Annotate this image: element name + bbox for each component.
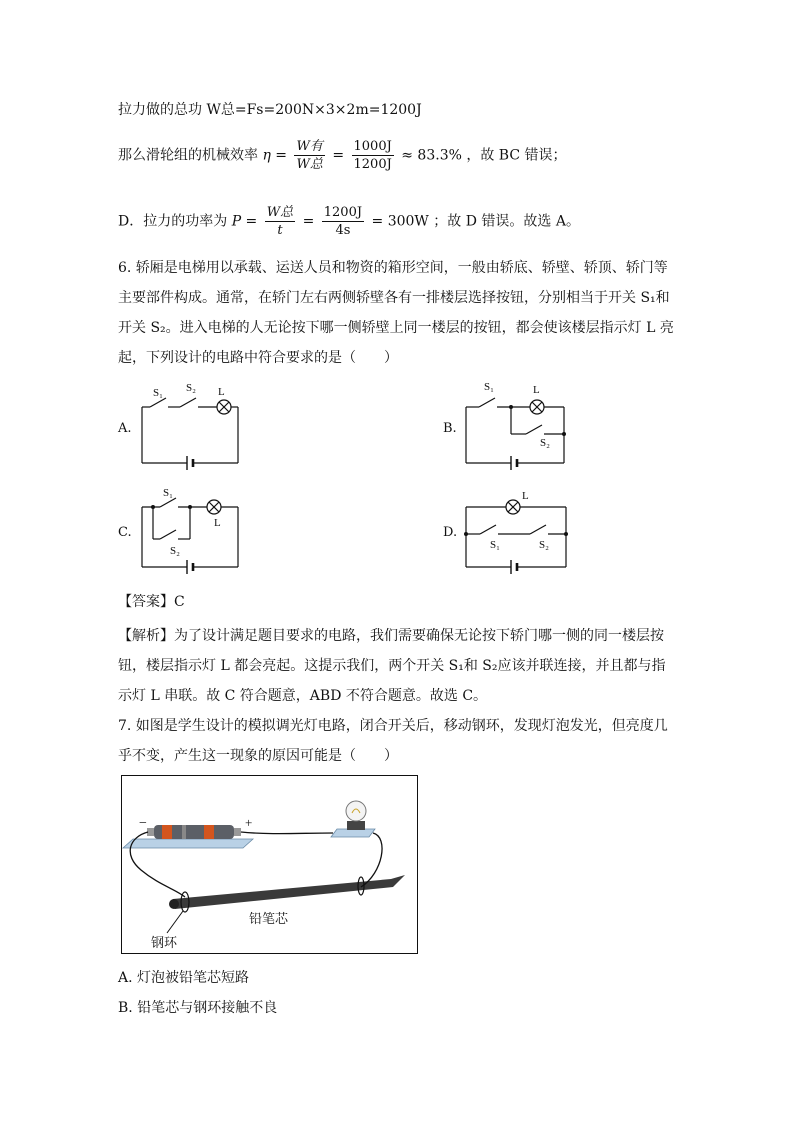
q7-text-line1: 7. 如图是学生设计的模拟调光灯电路，闭合开关后，移动钢环，发现灯泡发光，但亮度几 [118, 718, 668, 734]
label-s1: S₁ [153, 387, 163, 399]
power-result: = 300W [371, 213, 429, 230]
q6-text-line1: 6. 轿厢是电梯用以承载、运送人员和物资的箱形空间，一般由轿底、轿壁、轿顶、轿门等 [118, 260, 668, 276]
q6-text-line4: 起，下列设计的电路中符合要求的是（ ） [118, 350, 398, 366]
label-s1: S₁ [490, 539, 500, 551]
power-line: D．拉力的功率为 P = $\frac{\text{W总}}{t}$ = $\frac{1200J}{4s}$ = 300W ；故 D 错误。故选 A。 [118, 205, 580, 238]
q7-option-b[interactable]: B. 铅笔芯与钢环接触不良 [118, 1000, 278, 1016]
label-lamp: L [218, 386, 225, 398]
minus-terminal-label: − [139, 816, 147, 831]
q6-option-b[interactable]: B. [443, 421, 457, 436]
frac-den: 4s [335, 223, 351, 238]
efficiency-fraction-symbolic [294, 138, 324, 173]
eta-symbol: η = [262, 147, 288, 164]
work-total-line: 拉力做的总功 W总=Fs=200N×3×2m=1200J [118, 102, 422, 118]
battery-icon [147, 825, 241, 839]
label-s2: S₂ [540, 437, 550, 449]
frac-num: W总 [266, 205, 294, 220]
q6-answer: 【答案】C [118, 594, 185, 610]
power-prefix: D．拉力的功率为 [118, 213, 228, 230]
q6-analysis-line1: 【解析】为了设计满足题目要求的电路，我们需要确保无论按下轿门哪一侧的同一楼层按 [118, 628, 664, 644]
q6-text-line2: 主要部件构成。通常，在轿门左右两侧轿壁各有一排楼层选择按钮，分别相当于开关 S₁和 [118, 290, 670, 306]
plus-terminal-label: + [245, 815, 253, 830]
power-fraction-numeric [322, 204, 364, 239]
efficiency-suffix: ，故 BC 错误； [466, 147, 567, 164]
label-s1: S₁ [484, 381, 494, 393]
frac-den: 1200J [353, 157, 392, 172]
label-lamp: L [533, 384, 540, 396]
efficiency-line: 那么滑轮组的机械效率 η = $\frac{\text{W有}}{\text{W总}}$ = $\frac{1000J}{1200J}$ ≈ 83.3% ，故 BC 错误； [118, 139, 567, 172]
q6-option-d[interactable]: D. [443, 525, 458, 540]
steel-ring-label: 钢环 [151, 935, 178, 950]
q6-analysis-line3: 示灯 L 串联。故 C 符合题意，ABD 不符合题意。故选 C。 [118, 688, 488, 704]
circuit-d [466, 500, 566, 574]
q6-option-a[interactable]: A. [118, 421, 132, 436]
q6-text-line3: 开关 S₂。进入电梯的人无论按下哪一侧轿壁上同一楼层的按钮，都会使该楼层指示灯 L 亮 [118, 320, 674, 336]
q6-option-c[interactable]: C. [118, 525, 132, 540]
circuit-c [142, 498, 238, 574]
circuit-b [466, 398, 564, 470]
battery-base [123, 839, 253, 848]
label-lamp: L [214, 517, 221, 529]
efficiency-approx: ≈ 83.3% [401, 147, 462, 164]
power-fraction-symbolic [265, 204, 295, 239]
frac-num: 1200J [323, 205, 363, 220]
efficiency-fraction-numeric [352, 138, 394, 173]
frac-den: t [277, 223, 283, 238]
power-symbol: P = [231, 213, 258, 230]
q7-option-a[interactable]: A. 灯泡被铅笔芯短路 [118, 970, 250, 986]
circuit-a [142, 398, 238, 470]
q7-text-line2: 乎不变，产生这一现象的原因可能是（ ） [118, 748, 398, 764]
frac-num: W有 [296, 139, 323, 154]
power-suffix: ；故 D 错误。故选 A。 [433, 213, 580, 230]
label-s2: S₂ [186, 382, 196, 394]
q6-analysis-line2: 钮，楼层指示灯 L 都会亮起。这提示我们，两个开关 S₁和 S₂应该并联连接，并且都与指 [118, 658, 666, 674]
label-s2: S₂ [170, 545, 180, 557]
frac-den: W总 [296, 157, 323, 172]
frac-num: 1000J [353, 139, 392, 154]
q7-dimmer-figure [121, 775, 421, 957]
label-s2: S₂ [539, 539, 549, 551]
label-lamp: L [522, 490, 529, 502]
efficiency-prefix: 那么滑轮组的机械效率 [118, 147, 258, 164]
label-s1: S₁ [163, 487, 173, 499]
pencil-lead-label: 铅笔芯 [249, 911, 289, 926]
